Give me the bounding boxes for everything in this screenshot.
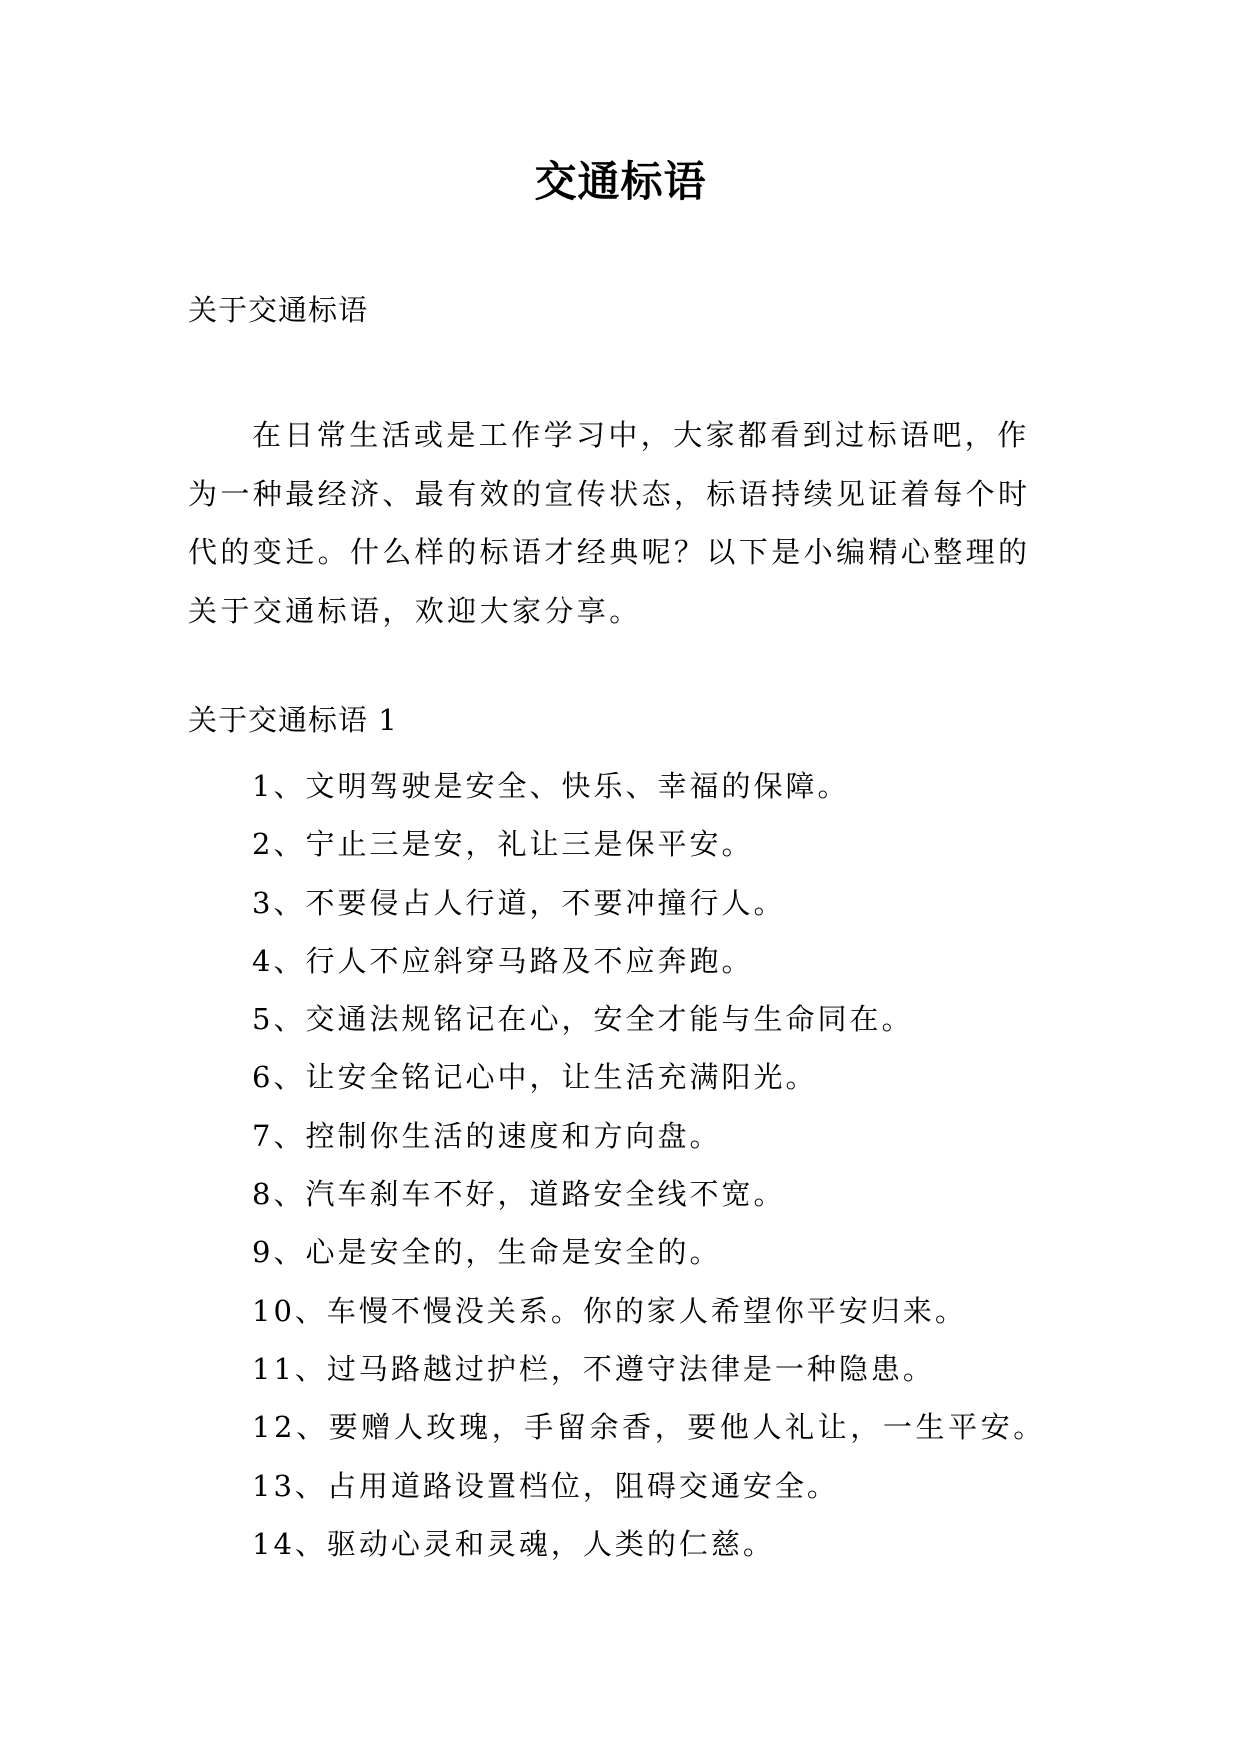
slogan-item: 5、交通法规铭记在心，安全才能与生命同在。 [252, 1002, 914, 1037]
slogan-item: 14、驱动心灵和灵魂，人类的仁慈。 [252, 1526, 775, 1561]
intro-paragraph: 在日常生活或是工作学习中，大家都看到过标语吧，作为一种最经济、最有效的宣传状态，标语持续见证着每个时代的变迁。什么样的标语才经典呢？以下是小编精心整理的关于交通标语，欢迎大家分享。 [188, 418, 1031, 628]
slogan-item: 4、行人不应斜穿马路及不应奔跑。 [252, 943, 754, 978]
slogan-item: 2、宁止三是安，礼让三是保平安。 [252, 827, 754, 862]
slogan-item: 1、文明驾驶是安全、快乐、幸福的保障。 [252, 769, 850, 803]
slogan-item: 7、控制你生活的速度和方向盘。 [252, 1118, 722, 1153]
document-title: 交通标语 [534, 157, 707, 206]
slogan-item: 12、要赠人玫瑰，手留余香，要他人礼让，一生平安。 [252, 1410, 1046, 1445]
slogan-item: 13、占用道路设置档位，阻碍交通安全。 [252, 1468, 839, 1503]
slogan-item: 8、汽车刹车不好，道路安全线不宽。 [252, 1177, 786, 1212]
slogan-item: 3、不要侵占人行道，不要冲撞行人。 [252, 885, 786, 920]
slogan-item: 9、心是安全的，生命是安全的。 [252, 1235, 722, 1270]
slogan-list [252, 757, 1122, 1573]
slogan-item: 10、车慢不慢没关系。你的家人希望你平安归来。 [252, 1293, 967, 1328]
subheading: 关于交通标语 [188, 293, 369, 327]
slogan-item: 6、让安全铭记心中，让生活充满阳光。 [252, 1060, 818, 1095]
slogan-item: 11、过马路越过护栏，不遵守法律是一种隐患。 [252, 1351, 935, 1386]
section-heading: 关于交通标语 1 [188, 703, 398, 737]
